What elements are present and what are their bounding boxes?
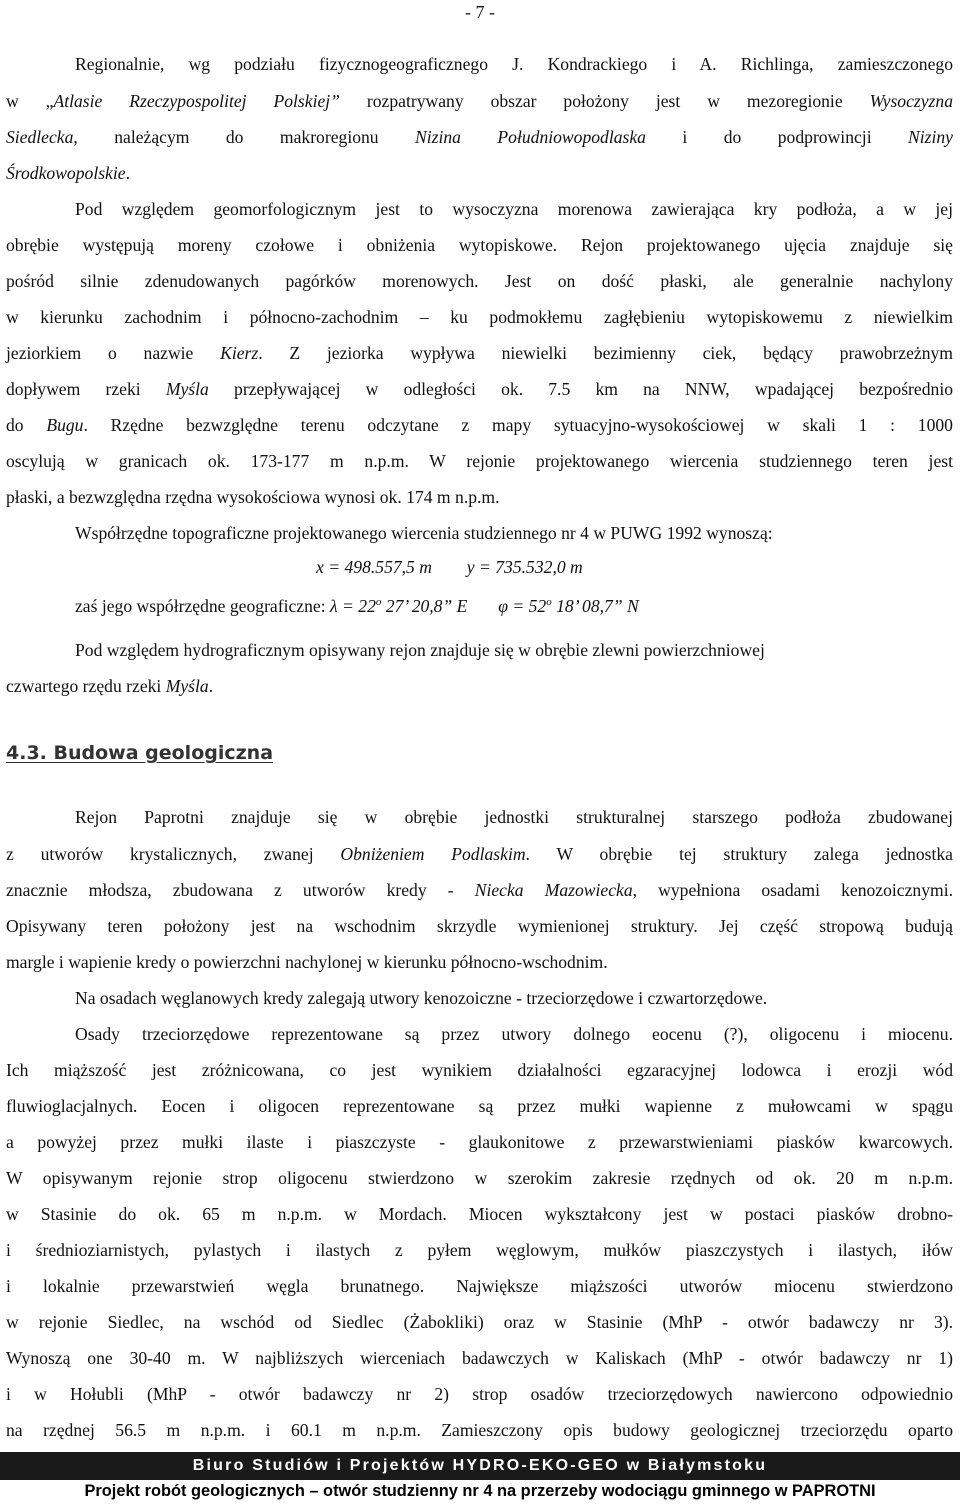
text-segment: a powyżej przez mułki ilaste i piaszczyste - glaukonitowe z przewarstwieniami piasków kwarcowych. bbox=[6, 1132, 953, 1152]
text-segment: i lokalnie przewarstwień węgla brunatnego. Największe miąższości utworów miocenu stwierdzono bbox=[6, 1276, 953, 1296]
italic-term: Nizina Południowopodlaska bbox=[415, 127, 646, 147]
italic-term: Bugu bbox=[46, 415, 84, 435]
text-line bbox=[6, 378, 953, 400]
text-segment: znacznie młodsza, zbudowana z utworów kredy - bbox=[6, 880, 475, 900]
lambda-rest: 27’ 20,8” E bbox=[381, 595, 468, 616]
text-segment: Na osadach węglanowych kredy zalegają utwory kenozoiczne - trzeciorzędowe i czwartorzędowe. bbox=[75, 988, 768, 1008]
italic-term: Niziny bbox=[908, 127, 953, 147]
text-line bbox=[6, 486, 953, 508]
text-line bbox=[6, 1275, 953, 1297]
text-line bbox=[6, 879, 953, 901]
text-line bbox=[6, 1419, 953, 1441]
text-line bbox=[75, 987, 953, 1009]
text-line bbox=[6, 234, 953, 256]
italic-term: Siedlecka bbox=[6, 127, 74, 147]
text-line bbox=[6, 126, 953, 148]
text-segment: płaski, a bezwzględna rzędna wysokościowa wynosi ok. 174 m n.p.m. bbox=[6, 487, 500, 507]
text-segment: W opisywanym rejonie strop oligocenu stwierdzono w szerokim zakresie rzędnych od ok. 20 m n.p.m. bbox=[6, 1168, 953, 1188]
x-coordinate: x = 498.557,5 m bbox=[316, 557, 432, 577]
text-line bbox=[6, 843, 953, 865]
text-segment: do bbox=[6, 415, 47, 435]
text-line bbox=[6, 1311, 953, 1333]
geographic-coordinates bbox=[75, 591, 639, 617]
italic-term: Wysoczyzna bbox=[869, 91, 953, 111]
text-line bbox=[6, 1095, 953, 1117]
lambda-symbol: λ bbox=[330, 595, 338, 616]
text-segment: i w Hołubli (MhP - otwór badawczy nr 2) strop osadów trzeciorzędowych nawiercono odpowiednio bbox=[6, 1384, 953, 1404]
text-segment: w „ bbox=[6, 91, 54, 111]
phi-degree: o bbox=[546, 596, 552, 608]
text-line bbox=[6, 1131, 953, 1153]
text-segment: w rejonie Siedlec, na wschód od Siedlec (Żabokliki) oraz w Stasinie (MhP - otwór badawczy nr 3). bbox=[6, 1312, 953, 1332]
text-segment: z utworów krystalicznych, zwanej bbox=[6, 844, 341, 864]
text-segment: margle i wapienie kredy o powierzchni nachylonej w kierunku północno-wschodnim. bbox=[6, 952, 608, 972]
text-segment: dopływem rzeki bbox=[6, 379, 166, 399]
text-segment: Współrzędne topograficzne projektowanego wiercenia studziennego nr 4 w PUWG 1992 wynoszą: bbox=[75, 523, 773, 543]
italic-term: Atlasie Rzeczypospolitej Polskiej” bbox=[53, 91, 340, 111]
phi-value: = 52 bbox=[507, 595, 547, 616]
text-line bbox=[6, 1383, 953, 1405]
footer-company: Biuro Studiów i Projektów HYDRO-EKO-GEO w Białymstoku bbox=[192, 1457, 768, 1474]
italic-term: Obniżeniem Podlaskim bbox=[340, 844, 526, 864]
text-line bbox=[6, 1167, 953, 1189]
phi-symbol: φ bbox=[498, 595, 508, 616]
text-line bbox=[6, 270, 953, 292]
text-line bbox=[6, 450, 953, 472]
section-heading: 4.3. Budowa geologiczna bbox=[6, 742, 274, 764]
text-segment: pośród silnie zdenudowanych pagórków morenowych. Jest on dość płaski, ale generalnie nachylony bbox=[6, 271, 953, 291]
text-line bbox=[6, 1059, 953, 1081]
text-segment: obrębie występują moreny czołowe i obniżenia wytopiskowe. Rejon projektowanego ujęcia znajduje się bbox=[6, 235, 953, 255]
text-line bbox=[75, 1023, 953, 1045]
lambda-value: = 22 bbox=[337, 595, 376, 616]
y-coordinate: y = 735.532,0 m bbox=[466, 557, 583, 577]
text-line bbox=[6, 90, 953, 112]
text-line bbox=[75, 639, 953, 661]
page-number: - 7 - bbox=[465, 2, 495, 22]
text-line bbox=[6, 342, 953, 364]
text-line bbox=[6, 306, 953, 328]
text-segment: . bbox=[125, 163, 130, 183]
text-segment: Rejon Paprotni znajduje się w obrębie jednostki strukturalnej starszego podłoża zbudowanej bbox=[75, 807, 953, 827]
italic-term: Środkowopolskie bbox=[6, 163, 126, 183]
geo-prefix: zaś jego współrzędne geograficzne: bbox=[75, 595, 330, 616]
text-segment: Regionalnie, wg podziału fizycznogeograficznego J. Kondrackiego i A. Richlinga, zamieszczonego bbox=[75, 54, 953, 74]
phi-rest: 18’ 08,7” N bbox=[551, 595, 639, 616]
text-line bbox=[75, 522, 953, 544]
text-segment: i do podprowincji bbox=[645, 127, 909, 147]
text-segment: w kierunku zachodnim i północno-zachodnim – ku podmokłemu zagłębieniu wytopiskowemu z niewielkim bbox=[6, 307, 953, 327]
text-line bbox=[6, 915, 953, 937]
text-segment: jeziorkiem o nazwie bbox=[6, 343, 221, 363]
text-segment: oscylują w granicach ok. 173-177 m n.p.m. W rejonie projektowanego wiercenia studziennego teren jest bbox=[6, 451, 953, 471]
text-segment: , wypełniona osadami kenozoicznymi. bbox=[632, 880, 953, 900]
text-segment: fluwioglacjalnych. Eocen i oligocen reprezentowane są przez mułki wapienne z mułowcami w spągu bbox=[6, 1096, 953, 1116]
italic-term: Myśla bbox=[165, 379, 209, 399]
text-segment: i średnioziarnistych, pylastych i ilastych z pyłem węglowym, mułków piaszczystych i ilastych, iłów bbox=[6, 1240, 953, 1260]
text-line bbox=[6, 414, 953, 436]
text-segment: Pod względem hydrograficznym opisywany rejon znajduje się w obrębie zlewni powierzchniowej bbox=[75, 640, 765, 660]
text-segment: czwartego rzędu rzeki bbox=[6, 676, 166, 696]
text-segment: Wynoszą one 30-40 m. W najbliższych wierceniach badawczych w Kaliskach (MhP - otwór badawczy nr 1) bbox=[6, 1348, 953, 1368]
text-segment: Ich miąższość jest zróżnicowana, co jest wynikiem działalności egzaracyjnej lodowca i erozji wód bbox=[6, 1060, 953, 1080]
text-segment: . W obrębie tej struktury zalega jednostka bbox=[525, 844, 953, 864]
text-segment: na rzędnej 56.5 m n.p.m. i 60.1 m n.p.m. Zamieszczony opis budowy geologicznej trzeciorzędu oparto bbox=[6, 1420, 953, 1440]
text-line bbox=[75, 806, 953, 828]
text-segment: przepływającej w odległości ok. 7.5 km na NNW, wpadającej bezpośrednio bbox=[208, 379, 954, 399]
footer-project: Projekt robót geologicznych – otwór studzienny nr 4 na przerzeby wodociągu gminnego w PAPROTNI bbox=[84, 1482, 876, 1500]
text-line bbox=[75, 198, 953, 220]
text-segment: Pod względem geomorfologicznym jest to wysoczyzna morenowa zawierająca kry podłoża, a w jej bbox=[75, 199, 953, 219]
text-line bbox=[6, 1239, 953, 1261]
text-line bbox=[6, 1203, 953, 1225]
lambda-degree: o bbox=[375, 596, 382, 608]
text-line bbox=[6, 1347, 953, 1369]
text-line bbox=[6, 675, 953, 697]
text-segment: Osady trzeciorzędowe reprezentowane są przez utwory dolnego eocenu (?), oligocenu i miocenu. bbox=[75, 1024, 953, 1044]
text-segment: . Rzędne bezwzględne terenu odczytane z mapy sytuacyjno-wysokościowej w skali 1 : 1000 bbox=[83, 415, 953, 435]
text-line bbox=[6, 162, 953, 184]
text-segment: Opisywany teren położony jest na wschodnim skrzydle wymienionej struktury. Jej część stropową budują bbox=[6, 916, 953, 936]
text-line bbox=[6, 951, 953, 973]
text-line bbox=[75, 53, 953, 75]
italic-term: Kierz bbox=[220, 343, 259, 363]
italic-term: Myśla bbox=[165, 676, 209, 696]
text-segment: , należącym do makroregionu bbox=[73, 127, 416, 147]
text-segment: w Stasinie do ok. 65 m n.p.m. w Mordach. Miocen wykształcony jest w postaci piasków drobno- bbox=[6, 1204, 953, 1224]
planar-coordinates bbox=[316, 556, 583, 578]
text-segment: . bbox=[208, 676, 214, 696]
text-segment: . Z jeziorka wypływa niewielki bezimienny ciek, będący prawobrzeżnym bbox=[258, 343, 953, 363]
text-segment: rozpatrywany obszar położony jest w mezoregionie bbox=[339, 91, 870, 111]
italic-term: Niecka Mazowiecka bbox=[474, 880, 633, 900]
